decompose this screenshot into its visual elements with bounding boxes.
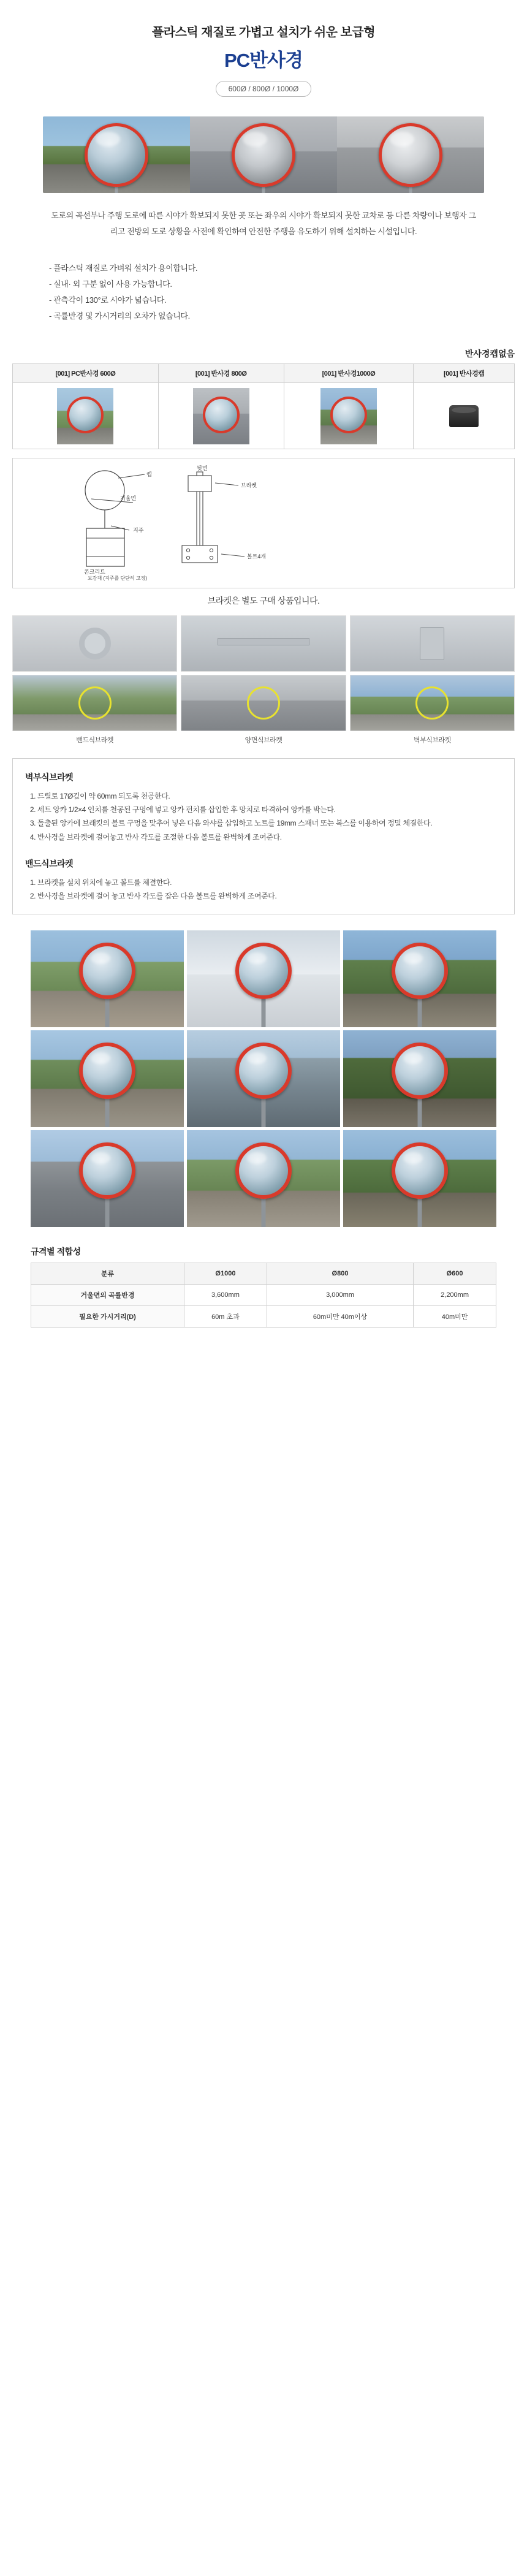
instruction-step: 2. 반사경을 브라켓에 걸어 놓고 반사 각도를 잡은 다음 볼트를 완벽하게 조여준다.: [37, 889, 502, 903]
bracket-install-photo-wall: [350, 675, 515, 731]
bracket-install-photo-double: [181, 675, 346, 731]
gallery-item: [343, 1030, 496, 1127]
feature-list: [49, 260, 478, 324]
gallery-item: [31, 1030, 184, 1127]
svg-text:거울면: 거울면: [120, 495, 137, 501]
instruction-step: 1. 드릴로 17Ø깊이 약 60mm 되도록 천공한다.: [37, 789, 502, 803]
spec-cell: 2,200mm: [414, 1285, 496, 1306]
bracket-column-band: [12, 615, 177, 745]
mirror-photo: [392, 1142, 448, 1199]
product-header-1000: [001] 반사경1000Ø: [284, 364, 414, 383]
product-header-cap: [001] 반사경캡: [414, 364, 515, 383]
band-clamp-icon: [79, 628, 111, 659]
table-row: [13, 364, 515, 383]
spec-cell: 60m 초과: [184, 1306, 267, 1328]
feature-item: - 플라스틱 재질로 가벼워 설치가 용이합니다.: [49, 264, 198, 273]
highlight-circle: [247, 686, 280, 720]
page-title: PC반사경: [224, 50, 303, 71]
spec-cell: 60m미만 40m이상: [267, 1306, 413, 1328]
product-image-1000[interactable]: [284, 383, 414, 449]
hero-mirror-2: [232, 123, 295, 187]
product-header-800: [001] 반사경 800Ø: [158, 364, 284, 383]
installation-gallery: [31, 930, 496, 1227]
hero-photo-2: [190, 116, 337, 193]
product-variant-table: [12, 363, 515, 449]
mirror-photo: [79, 1043, 135, 1099]
svg-text:뒷면: 뒷면: [197, 465, 208, 471]
feature-item: - 곡률반경 및 가시거리의 오차가 없습니다.: [49, 311, 190, 321]
svg-text:콘크리트: 콘크리트: [84, 569, 105, 575]
spec-row-label: 거울면의 곡률반경: [31, 1285, 184, 1306]
mirror-photo: [79, 943, 135, 999]
bracket-install-photo-band: [12, 675, 177, 731]
highlight-circle: [415, 686, 449, 720]
bracket-column-wall: [350, 615, 515, 745]
wall-bracket-steps: [25, 789, 502, 844]
spec-col-category: 분류: [31, 1263, 184, 1285]
gallery-item: [187, 1030, 340, 1127]
header-subtitle: 플라스틱 재질로 가볍고 설치가 쉬운 보급형: [151, 26, 376, 39]
gallery-item: [31, 930, 184, 1027]
product-image-cap[interactable]: [414, 383, 515, 449]
bracket-caption-double: 양면식브라켓: [245, 737, 282, 744]
svg-text:브라켓: 브라켓: [241, 482, 257, 488]
bracket-purchase-note: 브라켓은 별도 구매 상품입니다.: [207, 596, 320, 606]
bracket-caption-wall: 벽부식브라켓: [413, 737, 451, 744]
spec-cell: 40m미만: [414, 1306, 496, 1328]
gallery-item: [31, 1130, 184, 1227]
thumb-1000: [320, 388, 377, 444]
product-header-600: [001] PC반사경 600Ø: [13, 364, 159, 383]
table-row: [31, 1306, 496, 1328]
instruction-step: 2. 세트 앙카 1/2×4 인치를 천공된 구멍에 넣고 앙카 펀치를 삽입한 후 망치로 타격하여 앙카를 박는다.: [37, 803, 502, 816]
svg-text:볼트4개: 볼트4개: [247, 553, 267, 560]
bracket-gallery: [12, 615, 515, 745]
bracket-photo-band: [12, 615, 177, 672]
mirror-icon: [67, 397, 104, 433]
gallery-item: [343, 1130, 496, 1227]
thumb-800: [193, 388, 249, 444]
spec-cell: 3,600mm: [184, 1285, 267, 1306]
band-bracket-title: 밴드식브라켓: [25, 858, 74, 868]
bracket-caption-band: 밴드식브라켓: [76, 737, 114, 744]
feature-item: - 관측각이 130°로 시야가 넓습니다.: [49, 295, 167, 305]
mirror-photo: [235, 1142, 292, 1199]
gallery-item: [187, 1130, 340, 1227]
spec-title: 규격별 적합성: [31, 1247, 81, 1257]
table-row: [31, 1285, 496, 1306]
mirror-photo: [235, 1043, 292, 1099]
band-bracket-steps: [25, 876, 502, 903]
arm-bracket-icon: [218, 638, 309, 645]
svg-text:지주: 지주: [133, 527, 144, 533]
mirror-photo: [235, 943, 292, 999]
bracket-column-double: [181, 615, 346, 745]
instruction-step: 3. 돌출된 앙카에 브래킷의 볼트 구멍을 맞추어 넣은 다음 와샤를 삽입하고 노트를 19mm 스패너 또는 복스를 이용하여 정밀 체결한다.: [37, 816, 502, 830]
spec-cell: 3,000mm: [267, 1285, 413, 1306]
mirror-photo: [392, 943, 448, 999]
thumb-600: [57, 388, 113, 444]
product-section-label: 반사경캡없음: [464, 349, 515, 359]
spec-row-label: 필요한 가시거리(D): [31, 1306, 184, 1328]
spec-col-1000: Ø1000: [184, 1263, 267, 1285]
product-image-600[interactable]: [13, 383, 159, 449]
highlight-circle: [78, 686, 112, 720]
hero-mirror-1: [85, 123, 148, 187]
product-image-800[interactable]: [158, 383, 284, 449]
u-bracket-icon: [420, 627, 444, 660]
instruction-step: 1. 브라켓을 설치 위치에 놓고 볼트를 체결한다.: [37, 876, 502, 889]
table-header-row: [31, 1263, 496, 1285]
installation-instructions: [12, 758, 515, 914]
spec-col-800: Ø800: [267, 1263, 413, 1285]
mirror-icon: [203, 397, 240, 433]
bracket-photo-wall: [350, 615, 515, 672]
table-row: [13, 383, 515, 449]
mirror-icon: [330, 397, 367, 433]
spec-col-600: Ø600: [414, 1263, 496, 1285]
gallery-item: [187, 930, 340, 1027]
gallery-item: [343, 930, 496, 1027]
hero-mirror-3: [379, 123, 442, 187]
hero-photo-1: [43, 116, 190, 193]
page-header: [0, 0, 527, 103]
bracket-photo-double: [181, 615, 346, 672]
cap-icon: [449, 405, 479, 427]
size-badge: 600Ø / 800Ø / 1000Ø: [216, 81, 312, 97]
instruction-step: 4. 반사경을 브라켓에 걸어놓고 반사 각도를 조절한 다음 볼트를 완벽하게 조여준다.: [37, 830, 502, 844]
spec-table: [31, 1263, 496, 1328]
svg-text:보강재 (지주를 단단히 고정): 보강재 (지주를 단단히 고정): [88, 576, 148, 581]
spec-section: [31, 1245, 496, 1328]
mirror-photo: [79, 1142, 135, 1199]
assembly-diagram: [12, 458, 515, 588]
diagram-svg: [13, 465, 514, 581]
mirror-photo: [392, 1043, 448, 1099]
feature-item: - 실내· 외 구분 없이 사용 가능합니다.: [49, 279, 172, 289]
product-description: 도로의 곡선부나 주행 도로에 따른 시야가 확보되지 못한 곳 또는 좌우의 시야가 확보되지 못한 교차로 등 다른 차량이나 보행자 그리고 전방의 도로 상황을 사전에 확인하여 안전한 주행을 유도하기 위해 설치하는 시설입니다.: [51, 211, 476, 236]
hero-photo-strip: [43, 116, 484, 193]
svg-text:캡: 캡: [146, 471, 152, 477]
hero-photo-3: [337, 116, 484, 193]
wall-bracket-title: 벽부식브라켓: [25, 772, 74, 782]
